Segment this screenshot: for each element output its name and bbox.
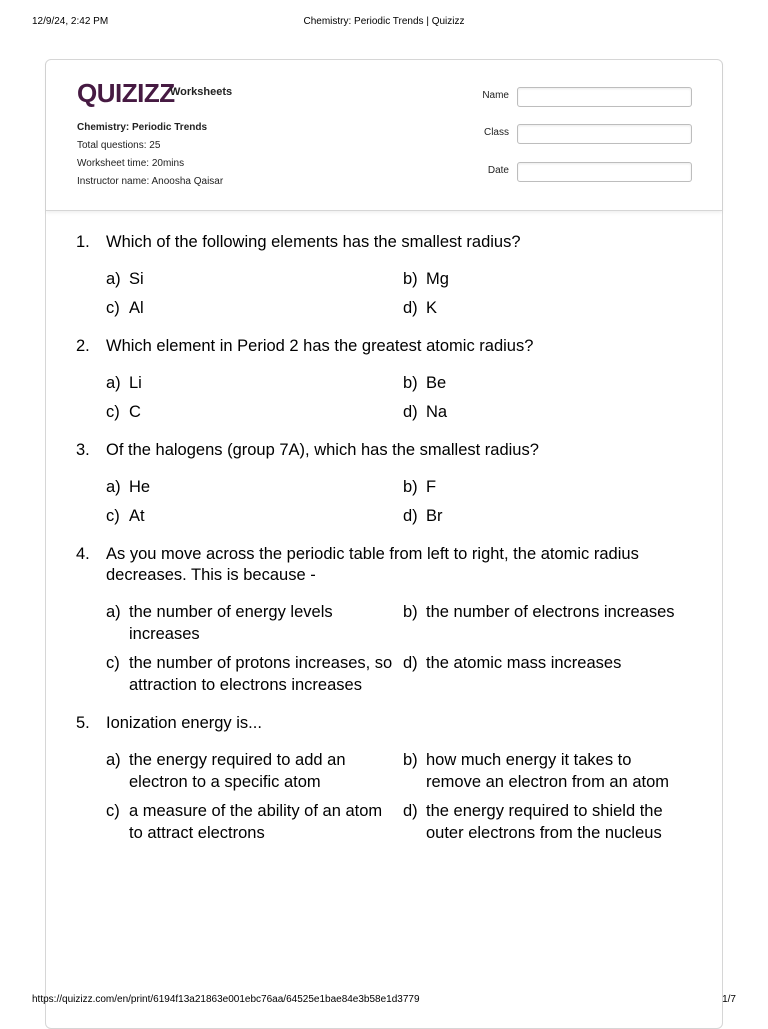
- options: [106, 372, 692, 423]
- question-stem: [76, 336, 666, 357]
- option-letter: c): [106, 507, 120, 525]
- date-field[interactable]: [517, 162, 692, 182]
- option-a: [106, 268, 403, 290]
- date-label: Date: [487, 165, 509, 176]
- question-number: 4.: [76, 545, 90, 563]
- question-text: Which element in Period 2 has the greatest atomic radius?: [106, 337, 534, 355]
- option-text: Mg: [426, 270, 449, 288]
- option-letter: a): [106, 478, 121, 496]
- option-letter: c): [106, 654, 120, 672]
- option-text: C: [129, 403, 141, 421]
- option-c: [106, 652, 403, 696]
- option-text: the number of energy levels increases: [129, 603, 333, 643]
- name-label: Name: [482, 90, 509, 101]
- option-letter: b): [403, 478, 418, 496]
- print-timestamp: 12/9/24, 2:42 PM: [32, 16, 109, 27]
- option-a: [106, 476, 403, 498]
- option-text: K: [426, 299, 438, 317]
- option-text: the atomic mass increases: [426, 654, 622, 672]
- option-b: [403, 749, 693, 793]
- option-d: [403, 401, 693, 423]
- option-text: Al: [129, 299, 144, 317]
- worksheet-time: Worksheet time: 20mins: [77, 158, 185, 169]
- question-1: [76, 232, 692, 319]
- option-letter: b): [403, 374, 418, 392]
- option-text: Li: [129, 374, 142, 392]
- options: [106, 601, 692, 696]
- option-letter: d): [403, 507, 418, 525]
- worksheet-name: Chemistry: Periodic Trends: [77, 122, 208, 133]
- option-text: the number of electrons increases: [426, 603, 675, 621]
- question-stem: [76, 232, 666, 253]
- option-letter: b): [403, 603, 418, 621]
- question-number: 2.: [76, 337, 90, 355]
- question-5: [76, 713, 692, 844]
- class-field[interactable]: [517, 124, 692, 144]
- option-b: [403, 601, 693, 645]
- question-list: [76, 232, 692, 844]
- quizizz-logo: QUIZIZZ: [77, 78, 175, 108]
- option-c: [106, 505, 403, 527]
- option-text: Si: [129, 270, 144, 288]
- option-text: F: [426, 478, 437, 496]
- question-number: 5.: [76, 714, 90, 732]
- question-text: Which of the following elements has the smallest radius?: [106, 233, 521, 251]
- option-text: the energy required to add an electron to a specific atom: [129, 751, 346, 791]
- question-stem: [76, 713, 666, 734]
- option-letter: b): [403, 751, 418, 769]
- question-number: 1.: [76, 233, 90, 251]
- instructor-name: Instructor name: Anoosha Qaisar: [77, 176, 224, 187]
- name-field[interactable]: [517, 87, 692, 107]
- option-d: [403, 297, 693, 319]
- option-d: [403, 652, 693, 696]
- logo-subtitle: Worksheets: [170, 86, 233, 98]
- worksheet-meta: [77, 119, 223, 191]
- option-text: the number of protons increases, so attraction to electrons increases: [129, 654, 393, 694]
- option-letter: b): [403, 270, 418, 288]
- option-a: [106, 372, 403, 394]
- option-text: Be: [426, 374, 447, 392]
- option-text: He: [129, 478, 151, 496]
- option-letter: c): [106, 802, 120, 820]
- total-questions: Total questions: 25: [77, 140, 161, 151]
- question-number: 3.: [76, 441, 90, 459]
- option-text: how much energy it takes to remove an electron from an atom: [426, 751, 670, 791]
- question-text: Ionization energy is...: [106, 714, 262, 732]
- page-number: 1/7: [722, 994, 736, 1005]
- option-letter: d): [403, 299, 418, 317]
- question-3: [76, 440, 692, 527]
- class-label: Class: [483, 127, 509, 138]
- option-letter: a): [106, 603, 121, 621]
- option-letter: d): [403, 403, 418, 421]
- question-stem: [76, 544, 666, 586]
- option-b: [403, 268, 693, 290]
- question-text: Of the halogens (group 7A), which has the smallest radius?: [106, 441, 539, 459]
- option-letter: d): [403, 654, 418, 672]
- option-text: a measure of the ability of an atom to attract electrons: [129, 802, 383, 842]
- option-c: [106, 297, 403, 319]
- option-letter: a): [106, 751, 121, 769]
- option-letter: c): [106, 403, 120, 421]
- option-a: [106, 601, 403, 645]
- option-text: Na: [426, 403, 448, 421]
- question-4: [76, 544, 692, 696]
- option-letter: c): [106, 299, 120, 317]
- options: [106, 476, 692, 527]
- question-text: As you move across the periodic table from left to right, the atomic radius decreases. This is because -: [106, 545, 639, 584]
- option-text: At: [129, 507, 145, 525]
- worksheet-header: [46, 60, 722, 211]
- question-2: [76, 336, 692, 423]
- option-c: [106, 800, 403, 844]
- print-title: Chemistry: Periodic Trends | Quizizz: [303, 16, 465, 27]
- print-header: [32, 16, 736, 30]
- option-letter: d): [403, 802, 418, 820]
- option-b: [403, 476, 693, 498]
- option-letter: a): [106, 374, 121, 392]
- option-d: [403, 800, 693, 844]
- option-c: [106, 401, 403, 423]
- option-a: [106, 749, 403, 793]
- page-url: https://quizizz.com/en/print/6194f13a21863e001ebc76aa/64525e1bae84e3b58e1d3779: [32, 994, 420, 1005]
- option-text: Br: [426, 507, 443, 525]
- options: [106, 268, 692, 319]
- options: [106, 749, 692, 844]
- option-text: the energy required to shield the outer electrons from the nucleus: [426, 802, 663, 842]
- option-d: [403, 505, 693, 527]
- option-letter: a): [106, 270, 121, 288]
- worksheet-sheet: [45, 59, 723, 1029]
- question-stem: [76, 440, 666, 461]
- option-b: [403, 372, 693, 394]
